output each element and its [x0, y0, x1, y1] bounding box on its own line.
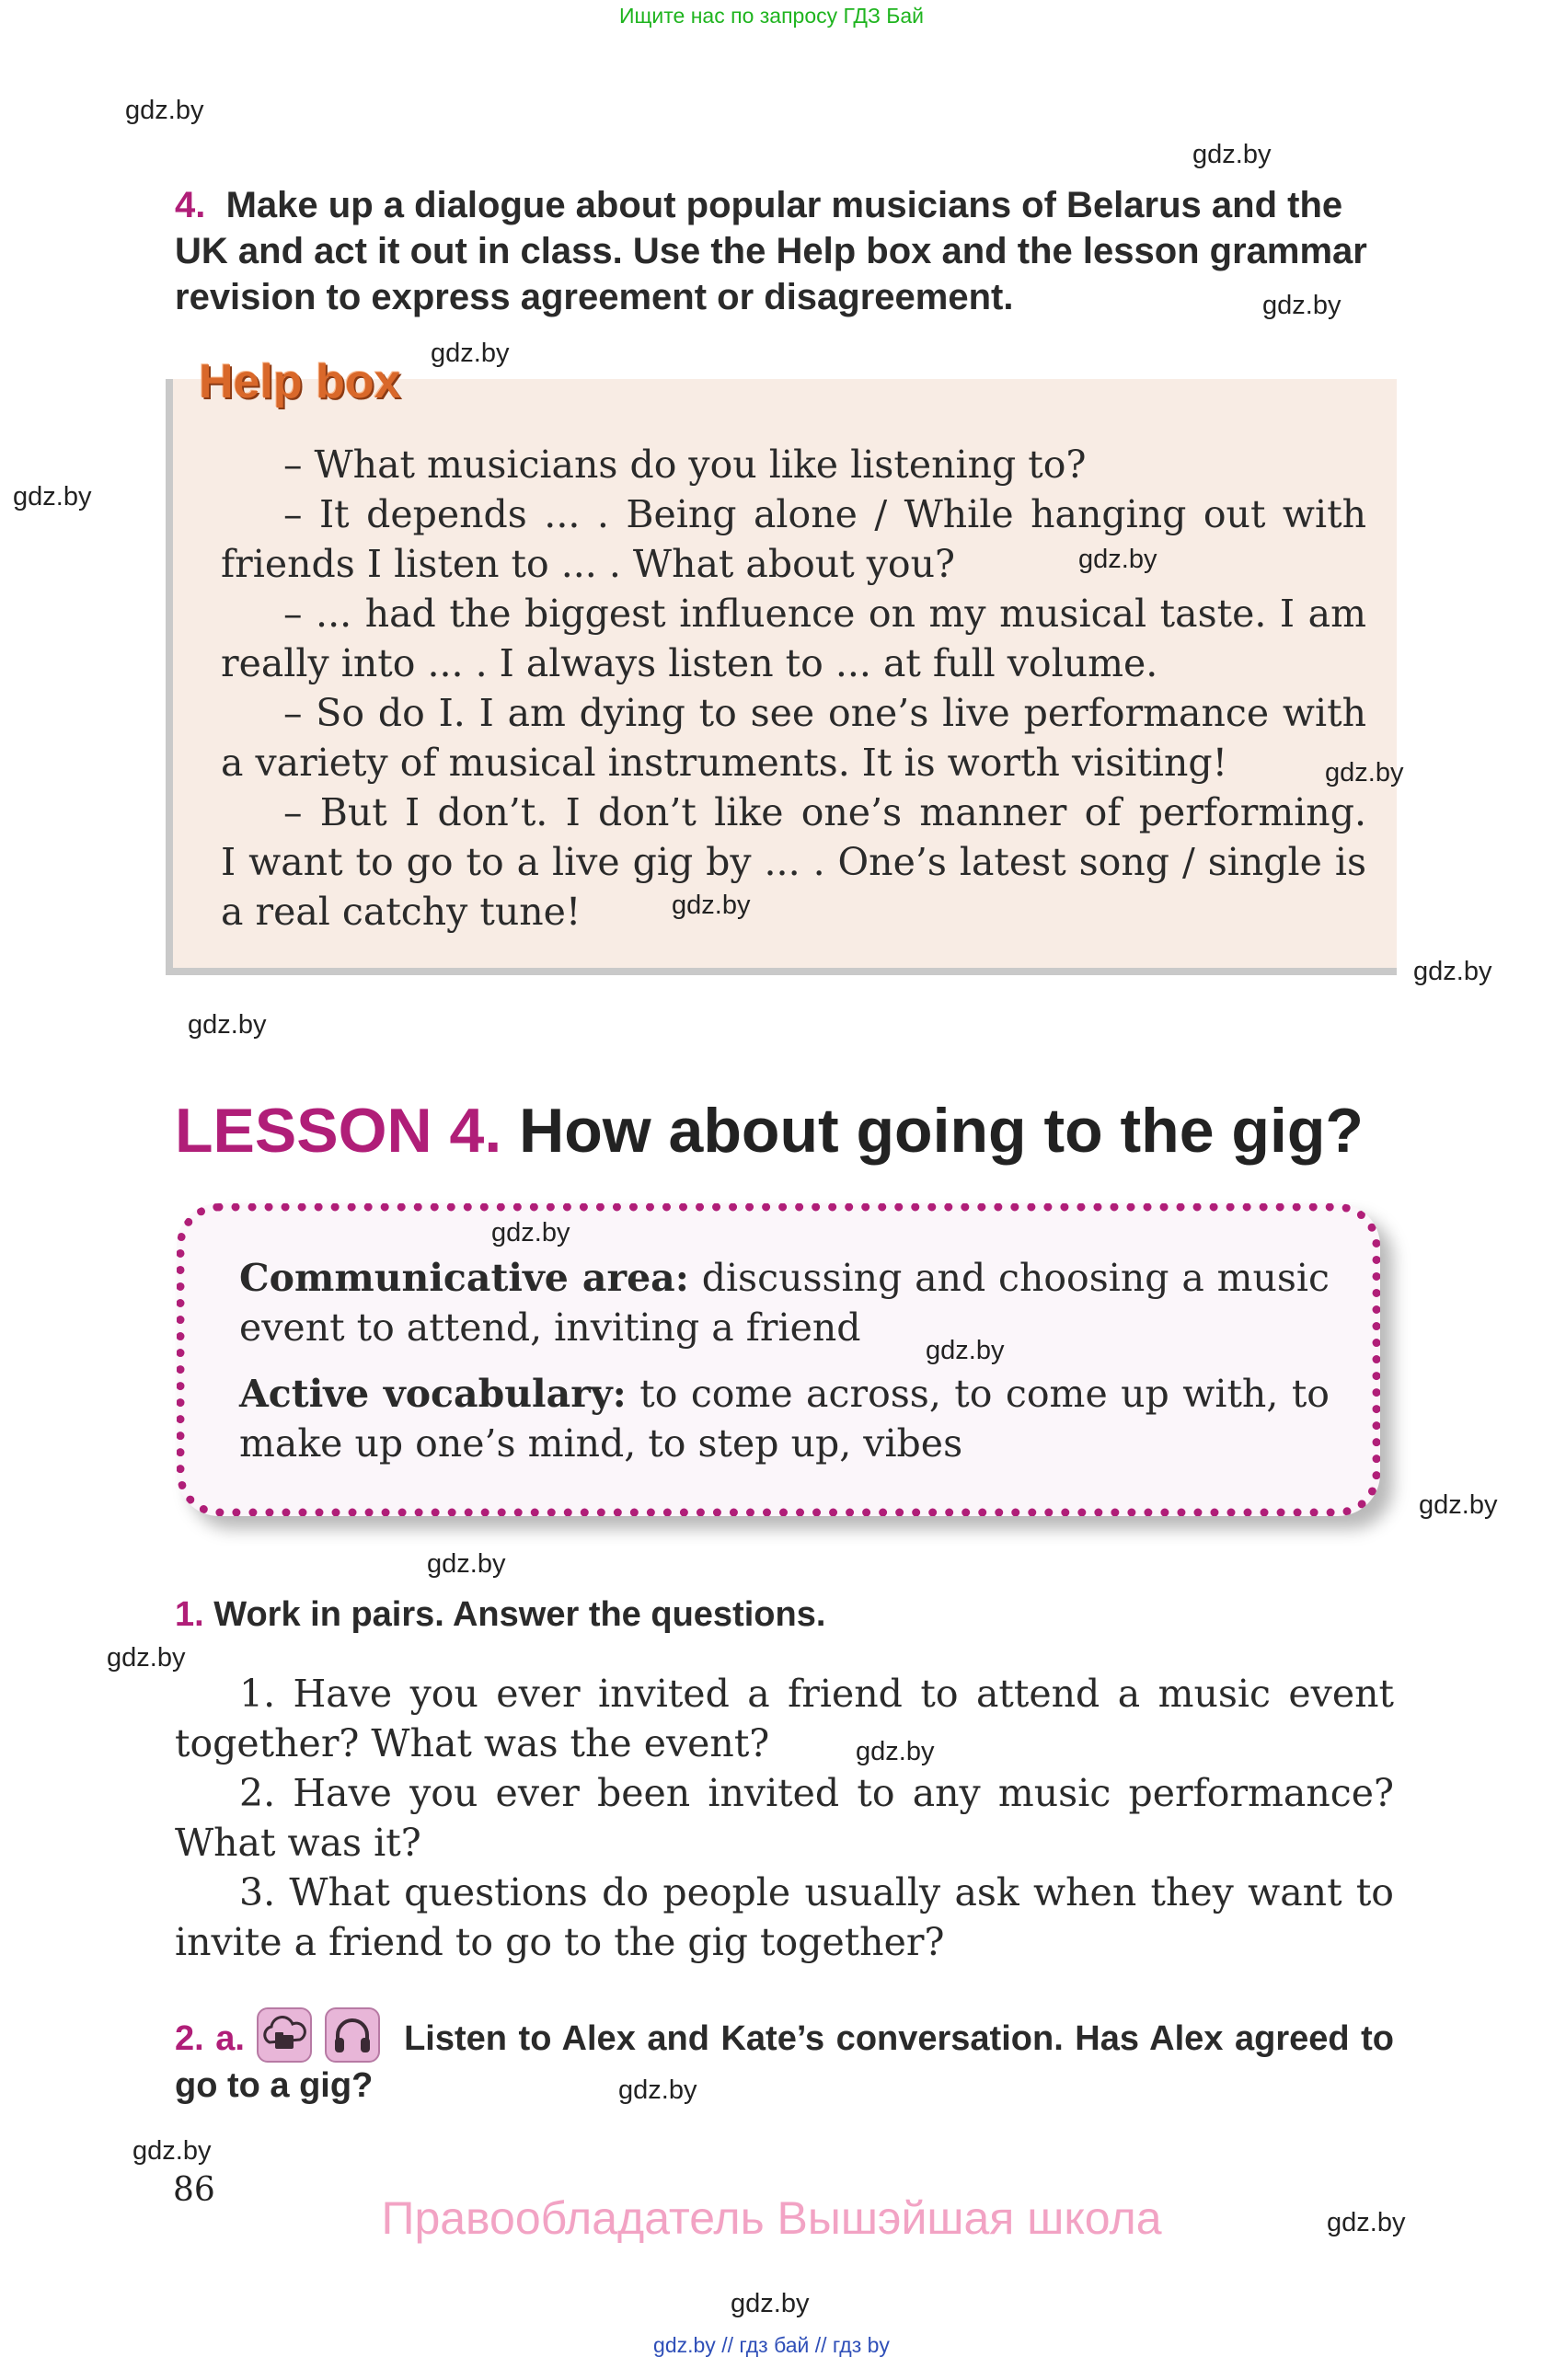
- bottom-links[interactable]: gdz.by // гдз бай // гдз by: [653, 2333, 890, 2357]
- watermark: gdz.by: [672, 891, 751, 920]
- help-box-title: Help box: [199, 355, 401, 408]
- page-number: 86: [173, 2171, 215, 2209]
- help-box-dialogue: [221, 440, 1366, 937]
- lesson-title: How about going to the gig?: [519, 1096, 1364, 1166]
- active-vocabulary-text: to come across, to come up with, to make up one’s mind, to step up, vibes: [239, 1372, 1330, 1466]
- lesson-heading: [175, 1095, 1364, 1167]
- watermark: gdz.by: [188, 1010, 267, 1040]
- task2-letter: a.: [215, 2019, 245, 2058]
- question-item: 3. What questions do people usually ask when they want to invite a friend to go to the gig together?: [175, 1870, 1394, 1964]
- help-box-line: a real catchy tune!: [221, 890, 582, 934]
- question-item: 2. Have you ever been invited to any music performance? What was it?: [175, 1771, 1394, 1865]
- task4-instructions: [175, 182, 1399, 320]
- communicative-area-text: discussing and choosing a music event to attend, inviting a friend: [239, 1256, 1330, 1350]
- help-box-line: – What musicians do you like listening to?: [283, 443, 1087, 487]
- active-vocabulary: [239, 1369, 1330, 1468]
- task4-text-line: Make up a dialogue about popular musicians of Belarus and the: [225, 185, 1343, 225]
- cloud-folder-icon: [257, 2007, 312, 2063]
- watermark: gdz.by: [107, 1643, 186, 1673]
- watermark: gdz.by: [856, 1737, 935, 1766]
- watermark: gdz.by: [491, 1218, 570, 1247]
- task2-number: 2.: [175, 2019, 204, 2058]
- help-box-line: – It depends ... . Being alone / While hanging out with: [283, 492, 1366, 536]
- help-box-line: – So do I. I am dying to see one’s live performance with: [283, 691, 1366, 735]
- task1-number: 1.: [175, 1595, 204, 1634]
- task1-title: Work in pairs. Answer the questions.: [213, 1595, 826, 1634]
- task4-number: 4.: [175, 185, 206, 225]
- headphones-icon: [325, 2007, 380, 2063]
- active-vocabulary-label: Active vocabulary:: [239, 1372, 627, 1416]
- watermark: gdz.by: [132, 2136, 212, 2166]
- top-search-note: Ищите нас по запросу ГДЗ Бай: [618, 4, 925, 28]
- help-box-line: really into ... . I always listen to ... at full volume.: [221, 641, 1158, 685]
- watermark: gdz.by: [1419, 1490, 1498, 1520]
- watermark: gdz.by: [431, 339, 510, 368]
- watermark: gdz.by: [731, 2289, 810, 2318]
- task1-questions: [175, 1669, 1394, 1967]
- question-item: 1. Have you ever invited a friend to attend a music event together? What was the event?: [175, 1672, 1394, 1765]
- watermark: gdz.by: [1078, 545, 1157, 574]
- watermark: gdz.by: [926, 1336, 1005, 1365]
- task2-instructions: [175, 2007, 1394, 2109]
- task4-text-line: UK and act it out in class. Use the Help box and the lesson grammar: [175, 231, 1367, 271]
- copyright-notice: Правообладатель Вышэйшая школа: [381, 2192, 1162, 2244]
- communicative-area-label: Communicative area:: [239, 1256, 689, 1300]
- lesson-number: LESSON 4.: [175, 1096, 502, 1166]
- watermark: gdz.by: [1262, 291, 1341, 320]
- watermark: gdz.by: [427, 1549, 506, 1579]
- help-box-line: – But I don’t. I don’t like one’s manner of performing.: [283, 790, 1366, 834]
- task1-instructions: [175, 1595, 825, 1635]
- lesson-objectives: [239, 1253, 1330, 1468]
- help-box-line: I want to go to a live gig by ... . One’s latest song / single is: [221, 840, 1366, 884]
- watermark: gdz.by: [1325, 758, 1404, 788]
- watermark: gdz.by: [1192, 140, 1272, 169]
- help-box-line: friends I listen to ... . What about you?: [221, 542, 955, 586]
- watermark: gdz.by: [1327, 2208, 1406, 2237]
- help-box-line: – ... had the biggest influence on my musical taste. I am: [283, 592, 1366, 636]
- help-box-line: a variety of musical instruments. It is worth visiting!: [221, 741, 1228, 785]
- watermark: gdz.by: [13, 482, 92, 512]
- watermark: gdz.by: [125, 96, 204, 125]
- communicative-area: [239, 1253, 1330, 1352]
- task2-text: Listen to Alex and Kate’s conversation. Has Alex agreed to go to a gig?: [175, 2019, 1395, 2105]
- watermark: gdz.by: [1413, 957, 1492, 986]
- watermark: gdz.by: [618, 2075, 697, 2105]
- task4-text-line: revision to express agreement or disagreement.: [175, 277, 1014, 317]
